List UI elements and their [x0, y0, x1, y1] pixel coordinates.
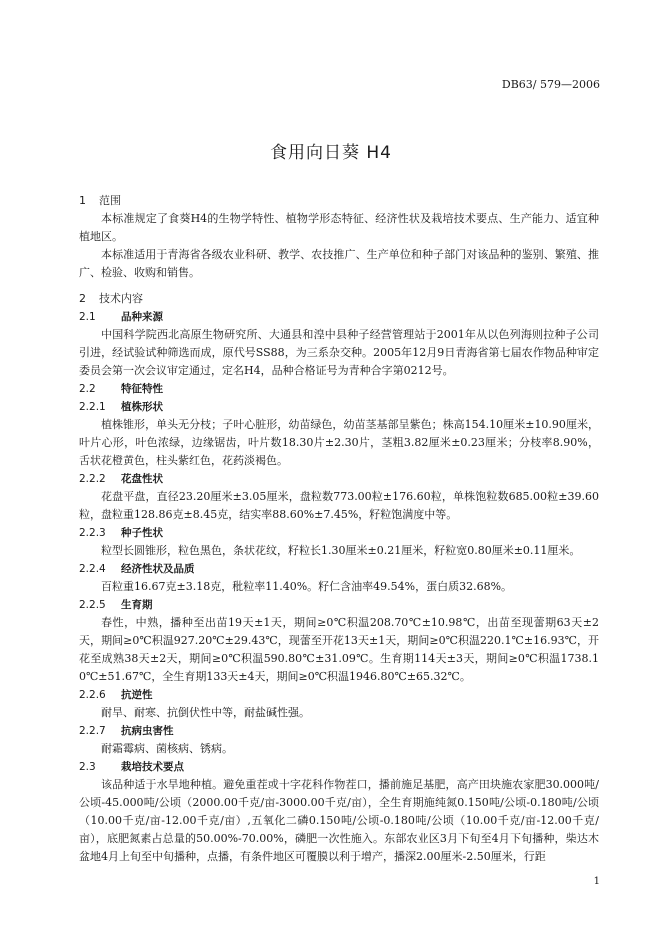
heading-number: 2.2: [79, 383, 96, 395]
heading-text: 抗逆性: [121, 689, 153, 701]
subsection-heading: [79, 686, 599, 704]
paragraph: 该品种适于水旱地种植。避免重茬或十字花科作物茬口，播前施足基肥，高产田块施农家肥30.000吨/公顷-45.000吨/公顷（2000.00千克/亩-3000.00千克/亩），全生育期施纯氮0.150吨/公顷-0.180吨/公顷（10.00千克/亩-12.00千克/亩）,五氧化二磷0.150吨/公顷-0.180吨/公顷（10.00千克/亩-12.00千克/亩），底肥氮素占总量的50.00%-70.00%，磷肥一次性施入。东部农业区3月下旬至4月下旬播种，柴达木盆地4月上旬至中旬播种，点播，有条件地区可覆膜以利于增产，播深2.00厘米-2.50厘米，行距: [79, 778, 599, 863]
subsection-heading: [79, 758, 599, 776]
heading-text: 抗病虫害性: [121, 725, 174, 737]
subsection-heading: [79, 470, 599, 488]
paragraph: 耐霜霉病、菌核病、锈病。: [101, 742, 233, 755]
subsection-heading: [79, 560, 599, 578]
heading-number: 2.2.5: [79, 599, 106, 611]
paragraph: 耐旱、耐寒、抗倒伏性中等，耐盐碱性强。: [101, 706, 310, 719]
paragraph: 本标准适用于青海省各级农业科研、教学、农技推广、生产单位和种子部门对该品种的鉴别、繁殖、推广、检验、收购和销售。: [79, 248, 599, 279]
page-number: 1: [593, 876, 600, 887]
heading-number: 2.3: [79, 761, 96, 773]
paragraph: 中国科学院西北高原生物研究所、大通县和湟中县种子经营管理站于2001年从以色列海则拉种子公司引进，经试验试种筛选而成，原代号SS88，为三系杂交种。2005年12月9日青海省第七届农作物品种审定委员会第一次会议审定通过，定名H4，品种合格证号为青种合字第0212号。: [79, 328, 599, 377]
section-heading: [79, 192, 599, 210]
subsection-heading: [79, 524, 599, 542]
subsection-heading: [79, 722, 599, 740]
subsection-heading: [79, 308, 599, 326]
heading-text: 品种来源: [121, 311, 163, 323]
heading-text: 花盘性状: [121, 473, 163, 485]
heading-text: 范围: [99, 194, 121, 207]
paragraph: 粒型长圆锥形，粒色黑色，条状花纹，籽粒长1.30厘米±0.21厘米，籽粒宽0.80厘米±0.11厘米。: [101, 544, 581, 557]
document-body: [79, 192, 599, 866]
paragraph: 百粒重16.67克±3.18克，秕粒率11.40%。籽仁含油率49.54%，蛋白质32.68%。: [101, 580, 513, 593]
subsection-heading: [79, 398, 599, 416]
heading-number: 2.2.2: [79, 473, 106, 485]
heading-number: 2.2.1: [79, 401, 106, 413]
paragraph: 植株锥形，单头无分枝；子叶心脏形，幼苗绿色，幼苗茎基部呈紫色；株高154.10厘米±10.90厘米，叶片心形，叶色浓绿，边缘锯齿，叶片数18.30片±2.30片，茎粗3.82厘米±0.23厘米；分枝率8.90%，舌状花橙黄色，柱头紫红色，花药淡褐色。: [79, 418, 599, 467]
heading-text: 经济性状及品质: [121, 563, 195, 575]
document-title: 食用向日葵 H4: [269, 143, 392, 163]
heading-number: 2: [79, 292, 86, 305]
heading-number: 1: [79, 194, 86, 207]
heading-number: 2.2.3: [79, 527, 106, 539]
heading-text: 植株形状: [121, 401, 163, 413]
heading-text: 生育期: [121, 599, 153, 611]
heading-text: 特征特性: [121, 383, 163, 395]
paragraph: 花盘平盘，直径23.20厘米±3.05厘米，盘粒数773.00粒±176.60粒，单株饱粒数685.00粒±39.60粒，盘粒重128.86克±8.45克，结实率88.60%±7.45%，籽粒饱满度中等。: [79, 490, 599, 521]
heading-number: 2.2.6: [79, 689, 106, 701]
section-heading: [79, 290, 599, 308]
heading-number: 2.2.7: [79, 725, 106, 737]
heading-text: 技术内容: [99, 292, 143, 305]
standard-code: DB63/ 579—2006: [501, 78, 600, 91]
paragraph: 春性，中熟，播种至出苗19天±1天，期间≥0℃积温208.70℃±10.98℃，出苗至现蕾期63天±2天，期间≥0℃积温927.20℃±29.43℃，现蕾至开花13天±1天，期间≥0℃积温220.1℃±16.93℃，开花至成熟38天±2天，期间≥0℃积温590.80℃±31.09℃。生育期114天±3天，期间≥0℃积温1738.10℃±51.67℃，全生育期133天±4天，期间≥0℃积温1946.80℃±65.32℃。: [79, 616, 599, 683]
heading-text: 栽培技术要点: [121, 761, 184, 773]
subsection-heading: [79, 380, 599, 398]
heading-number: 2.1: [79, 311, 96, 323]
paragraph: 本标准规定了食葵H4的生物学特性、植物学形态特征、经济性状及栽培技术要点、生产能力、适宜种植地区。: [79, 212, 599, 243]
heading-text: 种子性状: [121, 527, 163, 539]
subsection-heading: [79, 596, 599, 614]
heading-number: 2.2.4: [79, 563, 106, 575]
